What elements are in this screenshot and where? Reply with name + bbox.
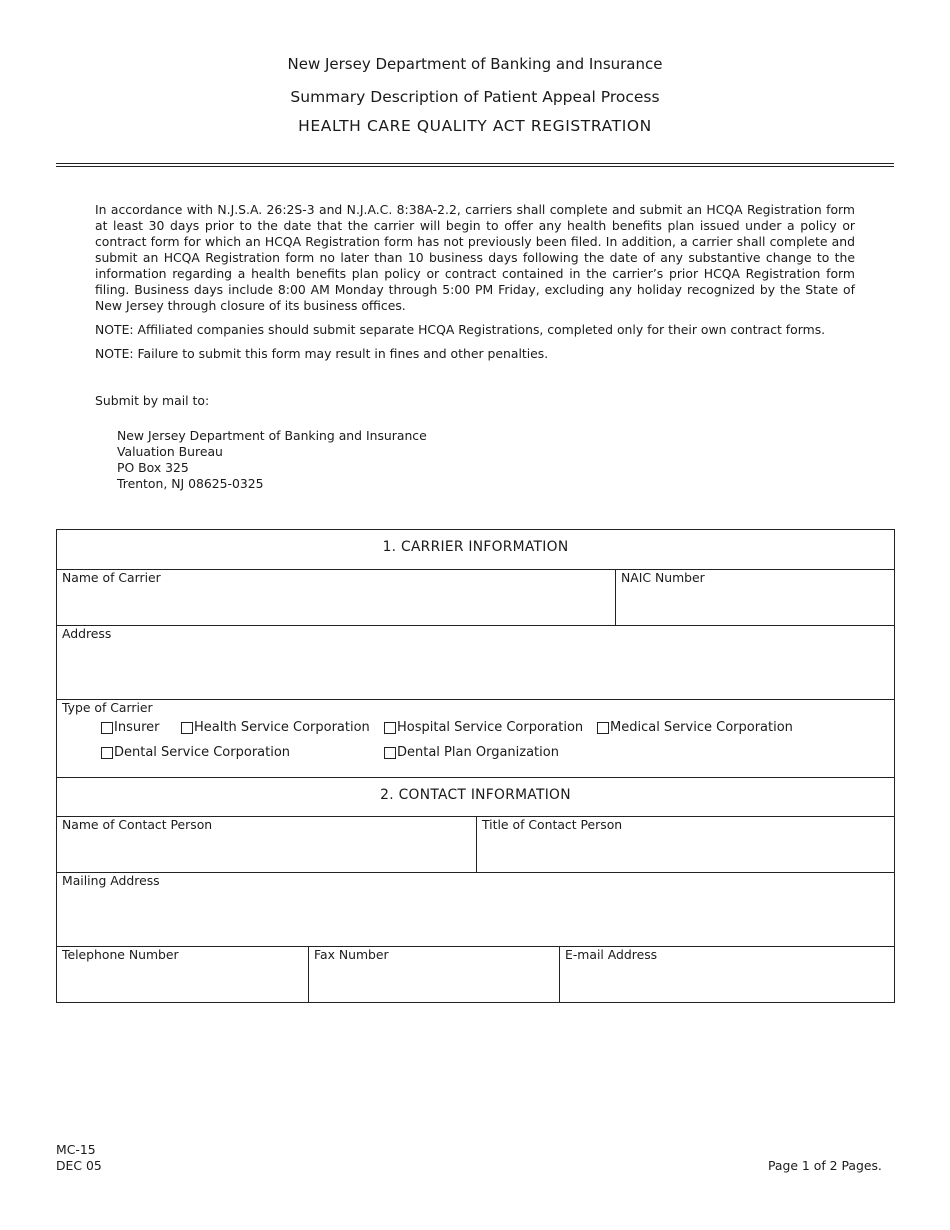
carrier-type-row-1	[101, 715, 889, 740]
insurer-checkbox[interactable]	[101, 720, 181, 735]
form-revision-date: DEC 05	[56, 1158, 102, 1173]
intro-paragraph: In accordance with N.J.S.A. 26:2S-3 and N.J.A.C. 8:38A-2.2, carriers shall complete and submit an HCQA Registration form at least 30 days prior to the date that the carrier will begin to offer any health benefits plan issued under a policy or contract form for which an HCQA Registration form has not previously been filed. In addition, a carrier shall complete and submit an HCQA Registration form no later than 10 business days following the date of any substantive change to the information regarding a health benefits plan policy or contract contained in the carrier’s prior HCQA Registration form filing. Business days include 8:00 AM Monday through 5:00 PM Friday, excluding any holiday recognized by the State of New Jersey through closure of its business offices.	[95, 202, 855, 313]
carrier-type-label: Type of Carrier	[62, 700, 153, 715]
document-title: HEALTH CARE QUALITY ACT REGISTRATION	[298, 117, 652, 135]
contact-title-label: Title of Contact Person	[482, 817, 623, 832]
checkbox-icon[interactable]	[101, 722, 113, 734]
health-service-corporation-checkbox[interactable]	[181, 720, 384, 735]
telephone-label: Telephone Number	[62, 947, 179, 962]
hospital-service-corporation-label: Hospital Service Corporation	[397, 720, 584, 735]
checkbox-icon[interactable]	[384, 747, 396, 759]
form-id: MC-15	[56, 1142, 96, 1157]
checkbox-icon[interactable]	[597, 722, 609, 734]
header-rule-top	[56, 163, 894, 164]
address-line-4: Trenton, NJ 08625-0325	[117, 476, 264, 491]
carrier-type-row-2	[101, 740, 889, 765]
registration-form	[56, 529, 895, 1003]
address-line-3: PO Box 325	[117, 460, 189, 475]
carrier-address-field[interactable]	[57, 626, 894, 699]
naic-number-label: NAIC Number	[621, 570, 705, 585]
medical-service-corporation-label: Medical Service Corporation	[610, 720, 793, 735]
checkbox-icon[interactable]	[101, 747, 113, 759]
fax-label: Fax Number	[314, 947, 389, 962]
section-1-title: 1. CARRIER INFORMATION	[382, 539, 569, 555]
mailing-address-label: Mailing Address	[62, 873, 160, 888]
medical-service-corporation-checkbox[interactable]	[597, 720, 793, 735]
contact-row	[57, 816, 894, 872]
agency-name: New Jersey Department of Banking and Insurance	[287, 55, 663, 73]
note-affiliated: NOTE: Affiliated companies should submit separate HCQA Registrations, completed only for their own contract forms.	[95, 322, 826, 337]
section-1-header	[57, 530, 894, 569]
carrier-row	[57, 569, 894, 625]
dental-plan-organization-label: Dental Plan Organization	[397, 745, 559, 760]
checkbox-icon[interactable]	[181, 722, 193, 734]
email-label: E-mail Address	[565, 947, 658, 962]
header-rule-bottom	[56, 166, 894, 167]
intro-text	[95, 202, 855, 370]
checkbox-icon[interactable]	[384, 722, 396, 734]
dental-service-corporation-checkbox[interactable]	[101, 745, 384, 760]
contact-title-field[interactable]	[476, 817, 894, 872]
carrier-type-row	[57, 699, 894, 777]
address-row	[57, 625, 894, 699]
contact-name-label: Name of Contact Person	[62, 817, 213, 832]
naic-number-field[interactable]	[615, 570, 894, 625]
contact-name-field[interactable]	[57, 817, 476, 872]
carrier-type-options	[62, 715, 889, 765]
carrier-address-label: Address	[62, 626, 112, 641]
contact-numbers-row	[57, 946, 894, 1002]
dental-service-corporation-label: Dental Service Corporation	[114, 745, 291, 760]
document-subtitle: Summary Description of Patient Appeal Process	[290, 88, 660, 106]
carrier-name-label: Name of Carrier	[62, 570, 161, 585]
note-penalties: NOTE: Failure to submit this form may result in fines and other penalties.	[95, 346, 549, 361]
health-service-corporation-label: Health Service Corporation	[194, 720, 370, 735]
carrier-type-group	[57, 700, 894, 777]
hospital-service-corporation-checkbox[interactable]	[384, 720, 597, 735]
telephone-field[interactable]	[57, 947, 308, 1002]
address-line-1: New Jersey Department of Banking and Insurance	[117, 428, 427, 443]
address-line-2: Valuation Bureau	[117, 444, 223, 459]
section-2-header	[57, 777, 894, 816]
email-field[interactable]	[559, 947, 894, 1002]
page-number: Page 1 of 2 Pages.	[768, 1158, 882, 1173]
submit-label: Submit by mail to:	[95, 393, 210, 408]
mailing-address-block	[117, 428, 427, 492]
mailing-address-row	[57, 872, 894, 946]
insurer-label: Insurer	[114, 720, 160, 735]
fax-field[interactable]	[308, 947, 559, 1002]
carrier-name-field[interactable]	[57, 570, 615, 625]
dental-plan-organization-checkbox[interactable]	[384, 745, 559, 760]
section-2-title: 2. CONTACT INFORMATION	[380, 787, 571, 803]
mailing-address-field[interactable]	[57, 873, 894, 946]
